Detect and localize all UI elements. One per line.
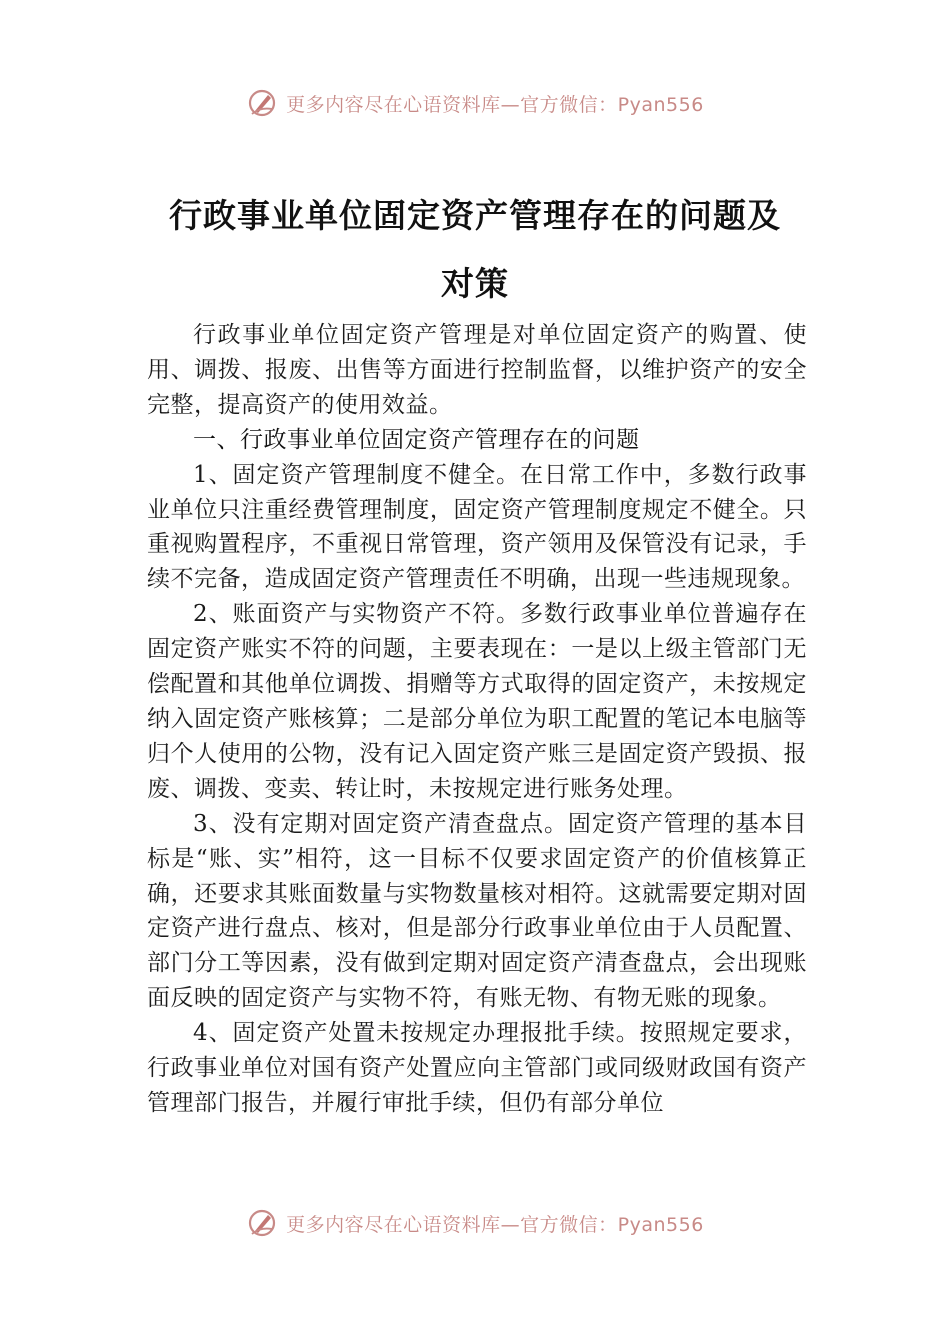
header-watermark bbox=[0, 86, 950, 120]
document-title-line-2: 对策 bbox=[441, 264, 509, 303]
paragraph-item-2: 2、账面资产与实物资产不符。多数行政事业单位普遍存在固定资产账实不符的问题，主要表现在：一是以上级主管部门无偿配置和其他单位调拨、捐赠等方式取得的固定资产，未按规定纳入固定资产账核算；二是部分单位为职工配置的笔记本电脑等归个人使用的公物，没有记入固定资产账三是固定资产毁损、报废、调拨、变卖、转让时，未按规定进行账务处理。 bbox=[147, 601, 807, 802]
footer-watermark bbox=[0, 1206, 950, 1240]
section-heading: 一、行政事业单位固定资产管理存在的问题 bbox=[193, 426, 640, 453]
paragraph-item-4: 4、固定资产处置未按规定办理报批手续。按照规定要求，行政事业单位对国有资产处置应向主管部门或同级财政国有资产管理部门报告，并履行审批手续，但仍有部分单位 bbox=[147, 1020, 807, 1116]
pen-logo-icon bbox=[246, 1207, 278, 1239]
intro-paragraph: 行政事业单位固定资产管理是对单位固定资产的购置、使用、调拨、报废、出售等方面进行控制监督，以维护资产的安全完整，提高资产的使用效益。 bbox=[147, 322, 807, 418]
pen-logo-icon bbox=[246, 87, 278, 119]
paragraph-item-1: 1、固定资产管理制度不健全。在日常工作中，多数行政事业单位只注重经费管理制度，固定资产管理制度规定不健全。只重视购置程序，不重视日常管理，资产领用及保管没有记录，手续不完备，造成固定资产管理责任不明确，出现一些违规现象。 bbox=[147, 461, 807, 593]
paragraph-item-3: 3、没有定期对固定资产清查盘点。固定资产管理的基本目标是“账、实”相符，这一目标不仅要求固定资产的价值核算正确，还要求其账面数量与实物数量核对相符。这就需要定期对固定资产进行盘点、核对，但是部分行政事业单位由于人员配置、部门分工等因素，没有做到定期对固定资产清查盘点，会出现账面反映的固定资产与实物不符，有账无物、有物无账的现象。 bbox=[147, 810, 807, 1012]
document-body bbox=[147, 318, 807, 1211]
document-title-line-1: 行政事业单位固定资产管理存在的问题及 bbox=[169, 196, 781, 235]
watermark-text: 更多内容尽在心语资料库—官方微信：Pyan556 bbox=[286, 1213, 704, 1236]
watermark-text: 更多内容尽在心语资料库—官方微信：Pyan556 bbox=[286, 93, 704, 116]
